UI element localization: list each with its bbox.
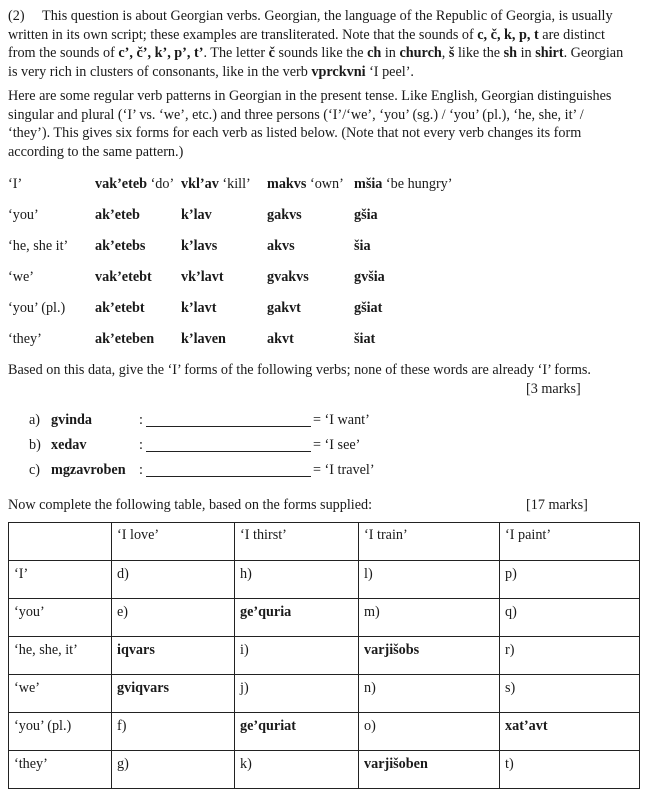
question-number: (2) bbox=[8, 8, 25, 24]
intro-letter-c-caron: č bbox=[268, 45, 275, 61]
verb-be-hungry bbox=[354, 175, 453, 194]
answer-cell-e[interactable]: e) bbox=[112, 599, 235, 637]
table-row bbox=[9, 637, 640, 675]
intro-line-3g: in bbox=[520, 45, 532, 61]
verb-table-person-i: ‘I’ bbox=[8, 176, 23, 192]
intro-line-2-end: are distinct bbox=[542, 26, 605, 43]
verb-row-person: ‘they’ bbox=[8, 331, 42, 347]
verb-form: šia bbox=[354, 238, 371, 254]
intro-line-3e: , bbox=[441, 45, 446, 61]
task1-marks: [3 marks] bbox=[526, 381, 581, 397]
answer-cell-g[interactable]: g) bbox=[112, 751, 235, 789]
given-form: varjišobs bbox=[359, 637, 500, 675]
verb-form: šiat bbox=[354, 331, 376, 347]
item-label: a) bbox=[29, 412, 41, 428]
answer-line-c[interactable] bbox=[146, 476, 311, 477]
intro-line-3f: like the bbox=[457, 45, 501, 61]
answer-cell-t[interactable]: t) bbox=[500, 751, 640, 789]
patterns-line-3: ‘they’). This gives six forms for each verb as listed below. (Note that not every verb changes its form bbox=[8, 125, 582, 141]
item-colon: : bbox=[139, 462, 143, 478]
verb-kill-gloss: ‘kill’ bbox=[222, 176, 251, 192]
verb-form: vk’lavt bbox=[181, 269, 224, 285]
patterns-line-2: singular and plural (‘I’ vs. ‘we’, etc.) and three persons (‘I’/‘we’, ‘you’ (sg.) / ‘you’ (pl.), ‘he, she, it’ / bbox=[8, 106, 584, 123]
answer-cell-n[interactable]: n) bbox=[359, 675, 500, 713]
intro-church: church bbox=[399, 45, 442, 61]
given-form: ge’quria bbox=[235, 599, 359, 637]
verb-form: gvakvs bbox=[267, 269, 309, 285]
verb-form: ak’etebt bbox=[95, 300, 145, 316]
verb-row-person: ‘you’ bbox=[8, 207, 39, 223]
verb-form: k’lavt bbox=[181, 300, 217, 316]
verb-form: gvšia bbox=[354, 269, 385, 285]
verb-be-hungry-gloss: ‘be hungry’ bbox=[385, 176, 453, 192]
answer-table bbox=[8, 522, 640, 789]
verb-kill bbox=[181, 175, 251, 194]
verb-form: k’lavs bbox=[181, 238, 218, 254]
verb-form: ak’eteben bbox=[95, 331, 155, 347]
item-colon: : bbox=[139, 437, 143, 453]
patterns-line-1: Here are some regular verb patterns in Georgian in the present tense. Like English, Georgian distinguishes bbox=[8, 88, 612, 104]
item-label: c) bbox=[29, 462, 41, 478]
task1-instructions: Based on this data, give the ‘I’ forms of the following verbs; none of these words are already ‘I’ forms. bbox=[8, 362, 591, 378]
task2-instructions: Now complete the following table, based on the forms supplied: bbox=[8, 497, 373, 513]
task2-marks: [17 marks] bbox=[526, 497, 588, 513]
verb-form: ak’eteb bbox=[95, 207, 140, 223]
header-cell: ‘I love’ bbox=[112, 523, 235, 561]
answer-line-a[interactable] bbox=[146, 426, 311, 427]
given-form: ge’quriat bbox=[235, 713, 359, 751]
table-row bbox=[9, 599, 640, 637]
verb-row-person: ‘he, she it’ bbox=[8, 238, 69, 254]
row-person: ‘they’ bbox=[9, 751, 112, 789]
verb-own-word: makvs bbox=[267, 176, 307, 192]
patterns-line-4: according to the same pattern.) bbox=[8, 143, 184, 160]
answer-cell-o[interactable]: o) bbox=[359, 713, 500, 751]
intro-ch: ch bbox=[367, 45, 382, 61]
intro-line-3d: in bbox=[384, 45, 396, 61]
item-label: b) bbox=[29, 437, 41, 453]
verb-own bbox=[267, 175, 344, 194]
intro-bold-letters: c, č, k, p, t bbox=[477, 26, 539, 43]
row-person: ‘you’ (pl.) bbox=[9, 713, 112, 751]
verb-be-hungry-word: mšia bbox=[354, 176, 383, 192]
answer-cell-j[interactable]: j) bbox=[235, 675, 359, 713]
verb-row-person: ‘we’ bbox=[8, 269, 34, 285]
verb-own-gloss: ‘own’ bbox=[309, 176, 344, 192]
item-gloss: = ‘I want’ bbox=[313, 412, 370, 428]
answer-cell-p[interactable]: p) bbox=[500, 561, 640, 599]
table-row bbox=[9, 561, 640, 599]
table-row bbox=[9, 675, 640, 713]
row-person: ‘I’ bbox=[9, 561, 112, 599]
intro-ejective-letters: c’, č’, k’, p’, t’ bbox=[118, 45, 204, 61]
verb-form: ak’etebs bbox=[95, 238, 146, 254]
answer-cell-k[interactable]: k) bbox=[235, 751, 359, 789]
answer-cell-m[interactable]: m) bbox=[359, 599, 500, 637]
verb-form: vak’etebt bbox=[95, 269, 152, 285]
answer-cell-l[interactable]: l) bbox=[359, 561, 500, 599]
item-word: mgzavroben bbox=[51, 462, 126, 478]
intro-example-verb: vprckvni bbox=[311, 63, 366, 80]
answer-cell-r[interactable]: r) bbox=[500, 637, 640, 675]
intro-paragraph bbox=[8, 7, 638, 81]
intro-line-4a: is very rich in clusters of consonants, like in the verb bbox=[8, 63, 308, 80]
intro-line-4b: ‘I peel’. bbox=[369, 63, 414, 80]
intro-letter-s-caron: š bbox=[448, 45, 455, 61]
table-row bbox=[9, 713, 640, 751]
item-word: gvinda bbox=[51, 412, 93, 428]
given-form: varjišoben bbox=[359, 751, 500, 789]
answer-cell-d[interactable]: d) bbox=[112, 561, 235, 599]
given-form: gviqvars bbox=[112, 675, 235, 713]
row-person: ‘he, she, it’ bbox=[9, 637, 112, 675]
given-form: xat’avt bbox=[500, 713, 640, 751]
item-word: xedav bbox=[51, 437, 87, 453]
verb-form: k’lav bbox=[181, 207, 212, 223]
answer-cell-h[interactable]: h) bbox=[235, 561, 359, 599]
answer-cell-s[interactable]: s) bbox=[500, 675, 640, 713]
verb-do-gloss: ‘do’ bbox=[150, 176, 175, 192]
given-form: iqvars bbox=[112, 637, 235, 675]
answer-table-header bbox=[9, 523, 640, 561]
item-gloss: = ‘I travel’ bbox=[313, 462, 375, 478]
verb-form: gakvs bbox=[267, 207, 302, 223]
header-cell bbox=[9, 523, 112, 561]
header-cell: ‘I paint’ bbox=[500, 523, 640, 561]
row-person: ‘we’ bbox=[9, 675, 112, 713]
verb-kill-word: vkl’av bbox=[181, 176, 219, 192]
table-row bbox=[9, 751, 640, 789]
item-colon: : bbox=[139, 412, 143, 428]
row-person: ‘you’ bbox=[9, 599, 112, 637]
intro-line-3a: from the sounds of bbox=[8, 45, 115, 61]
intro-line-2: written in its own script; these examples are transliterated. Note that the sounds of bbox=[8, 26, 474, 43]
verb-form: gakvt bbox=[267, 300, 301, 316]
verb-form: akvt bbox=[267, 331, 294, 347]
verb-do bbox=[95, 175, 174, 194]
verb-form: akvs bbox=[267, 238, 295, 254]
header-cell: ‘I thirst’ bbox=[235, 523, 359, 561]
intro-line-3h: . Georgian bbox=[563, 45, 624, 61]
verb-row-person: ‘you’ (pl.) bbox=[8, 300, 66, 316]
intro-line-3c: sounds like the bbox=[278, 45, 364, 61]
item-gloss: = ‘I see’ bbox=[313, 437, 361, 453]
intro-line-3b: . The letter bbox=[203, 45, 266, 61]
answer-cell-i[interactable]: i) bbox=[235, 637, 359, 675]
answer-line-b[interactable] bbox=[146, 451, 311, 452]
answer-cell-q[interactable]: q) bbox=[500, 599, 640, 637]
verb-do-word: vak’eteb bbox=[95, 176, 148, 192]
verb-form: k’laven bbox=[181, 331, 226, 347]
verb-form: gšia bbox=[354, 207, 378, 223]
intro-shirt: shirt bbox=[535, 45, 564, 61]
patterns-paragraph bbox=[8, 87, 638, 161]
verb-form: gšiat bbox=[354, 300, 383, 316]
intro-sh: sh bbox=[503, 45, 518, 61]
answer-cell-f[interactable]: f) bbox=[112, 713, 235, 751]
header-cell: ‘I train’ bbox=[359, 523, 500, 561]
intro-line-1: This question is about Georgian verbs. Georgian, the language of the Republic of Georgia, is usually bbox=[42, 8, 613, 24]
